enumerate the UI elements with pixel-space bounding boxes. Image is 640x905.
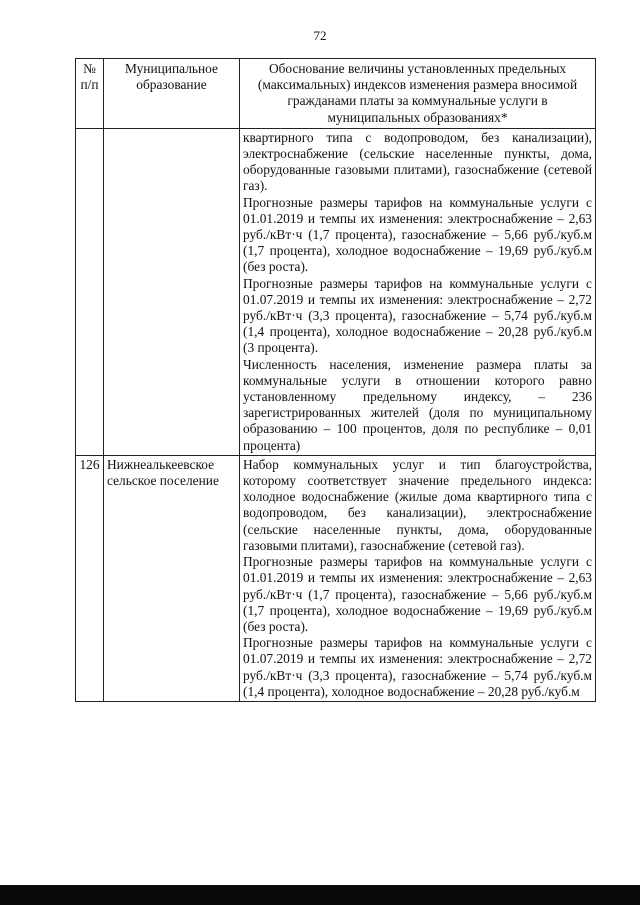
- tariff-justification-table: [75, 58, 596, 702]
- paragraph: Прогнозные размеры тарифов на коммунальные услуги с 01.01.2019 и темпы их изменения: электроснабжение – 2,63 руб./кВт·ч (1,7 процента), газоснабжение – 5,66 руб./куб.м (1,7 процента), холодное водоснабжение – 19,69 руб./куб.м (без роста).: [243, 554, 592, 634]
- table-row: [76, 128, 596, 455]
- table-row: [76, 455, 596, 701]
- page-number: 72: [313, 28, 327, 43]
- scan-edge-bar: [0, 885, 640, 905]
- table-header-row: [76, 59, 596, 129]
- header-municipality: Муниципальное образование: [104, 59, 240, 129]
- header-justification: Обоснование величины установленных предельных (максимальных) индексов изменения размера вносимой гражданами платы за коммунальные услуги в муниципальных образованиях*: [240, 59, 596, 129]
- paragraph: Численность населения, изменение размера платы за коммунальные услуги в отношении которого равно установленному предельному индексу, – 236 зарегистрированных жителей (доля по муниципальному образованию – 100 процентов, доля по республике – 0,01 процента): [243, 356, 592, 453]
- row-number: 126: [76, 455, 104, 701]
- header-number: № п/п: [76, 59, 104, 129]
- paragraph: Прогнозные размеры тарифов на коммунальные услуги с 01.07.2019 и темпы их изменения: электроснабжение – 2,72 руб./кВт·ч (3,3 процента), газоснабжение – 5,74 руб./куб.м (1,4 процента), холодное водоснабжение – 20,28 руб./куб.м: [243, 635, 592, 699]
- paragraph: Прогнозные размеры тарифов на коммунальные услуги с 01.07.2019 и темпы их изменения: электроснабжение – 2,72 руб./кВт·ч (3,3 процента), газоснабжение – 5,74 руб./куб.м (1,4 процента), холодное водоснабжение – 20,28 руб./куб.м (3 процента).: [243, 275, 592, 356]
- row-municipality: [104, 128, 240, 455]
- paragraph: Прогнозные размеры тарифов на коммунальные услуги с 01.01.2019 и темпы их изменения: электроснабжение – 2,63 руб./кВт·ч (1,7 процента), газоснабжение – 5,66 руб./куб.м (1,7 процента), холодное водоснабжение – 19,69 руб./куб.м (без роста).: [243, 194, 592, 275]
- paragraph: квартирного типа с водопроводом, без канализации), электроснабжение (сельские населенные пункты, дома, оборудованные газовыми плитами), газоснабжение (сетевой газ).: [243, 129, 592, 194]
- paragraph: Набор коммунальных услуг и тип благоустройства, которому соответствует значение предельного индекса: холодное водоснабжение (жилые дома квартирного типа с водопроводом, без канализации), электроснабжение (сельские населенные пункты, дома, оборудованные газовыми плитами), газоснабжение (сетевой газ).: [243, 456, 592, 553]
- row-municipality: Нижнеалькеевское сельское поселение: [104, 455, 240, 701]
- row-number: [76, 128, 104, 455]
- row-justification: [240, 455, 596, 701]
- row-justification: [240, 128, 596, 455]
